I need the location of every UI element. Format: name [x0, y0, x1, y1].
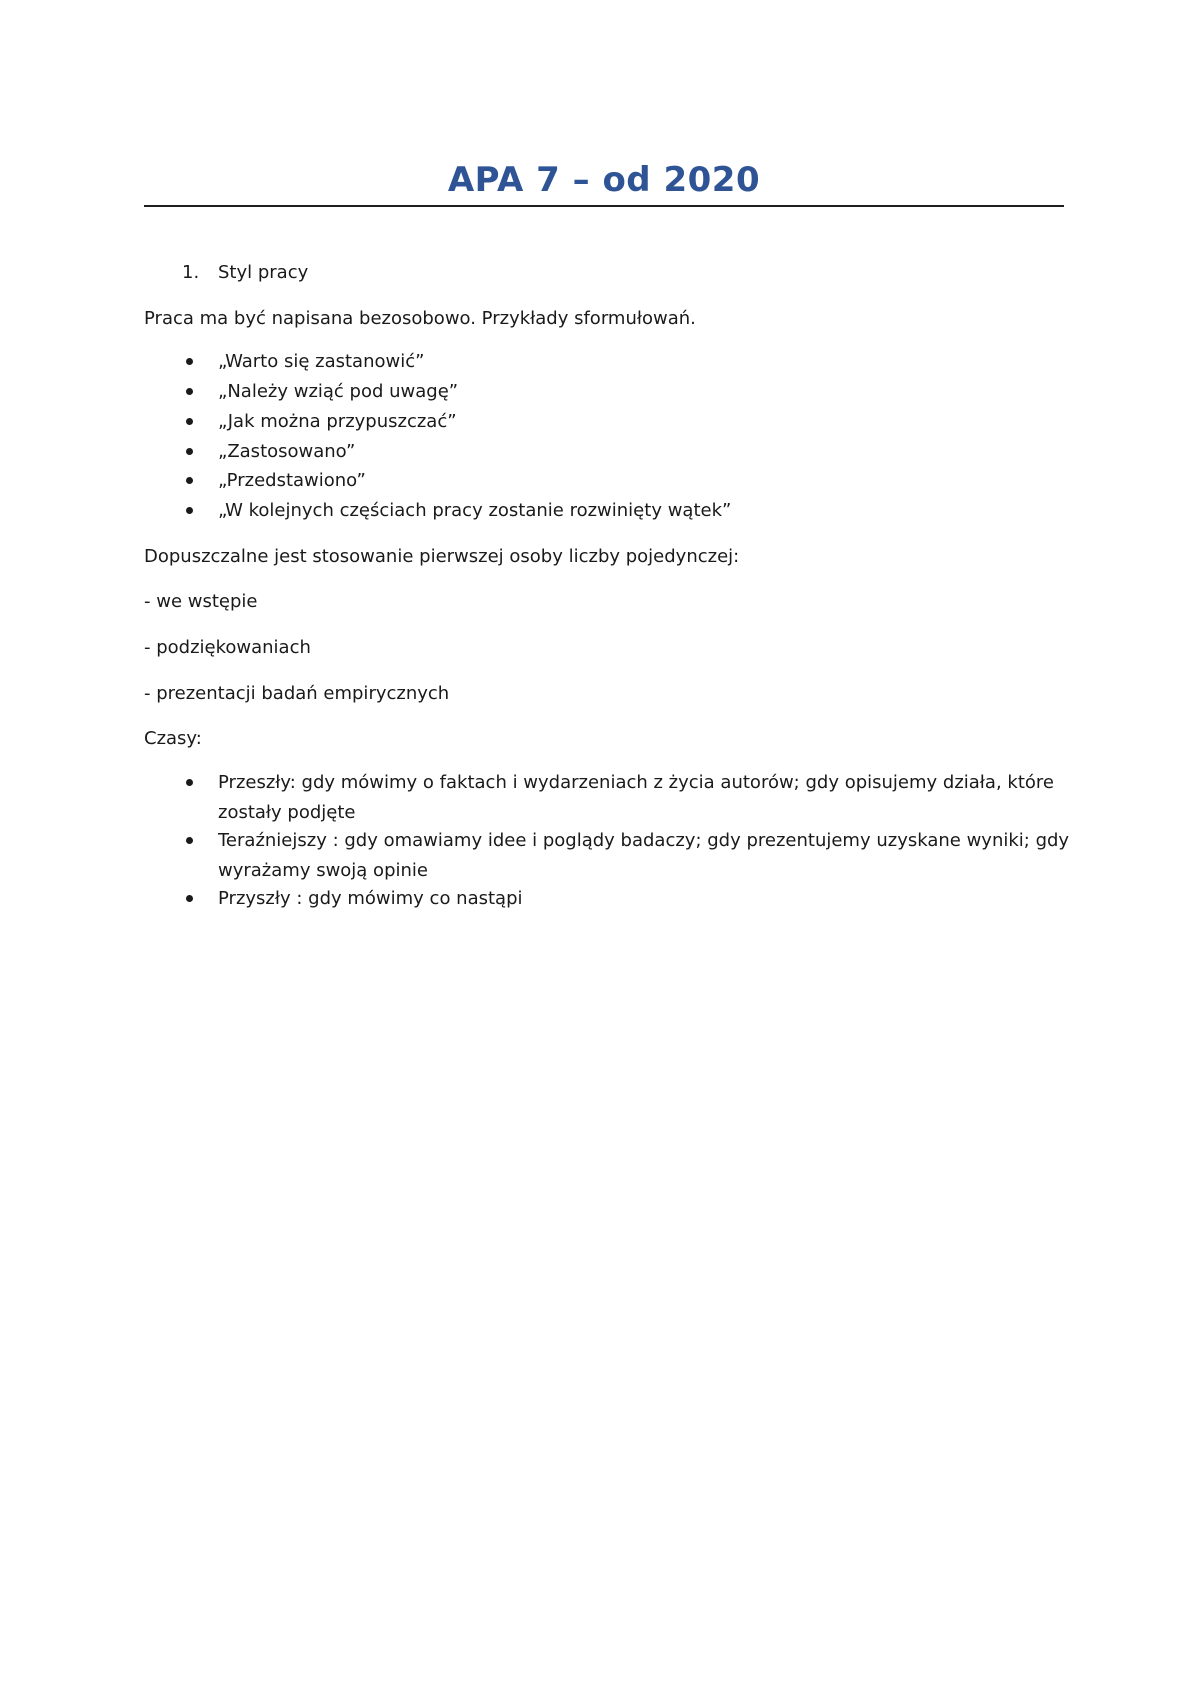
bullet-marker: [186, 358, 193, 365]
first-person-item: - we wstępie: [144, 591, 258, 612]
page-title: APA 7 – od 2020: [447, 160, 761, 200]
example-item: „W kolejnych częściach pracy zostanie rozwinięty wątek”: [218, 500, 732, 521]
bullet-marker: [186, 837, 193, 844]
tense-item-line: Teraźniejszy : gdy omawiamy idee i poglądy badaczy; gdy prezentujemy uzyskane wyniki; gdy: [218, 830, 1070, 851]
bullet-marker: [186, 448, 193, 455]
example-item: „Należy wziąć pod uwagę”: [218, 381, 459, 402]
first-person-paragraph: Dopuszczalne jest stosowanie pierwszej osoby liczby pojedynczej:: [144, 546, 740, 567]
example-item: „Warto się zastanowić”: [218, 351, 425, 372]
first-person-item: - podziękowaniach: [144, 637, 311, 658]
example-item: „Przedstawiono”: [218, 470, 366, 491]
bullet-marker: [186, 418, 193, 425]
tense-item-line: Przyszły : gdy mówimy co nastąpi: [218, 888, 523, 909]
intro-paragraph: Praca ma być napisana bezosobowo. Przykłady sformułowań.: [144, 308, 696, 329]
bullet-marker: [186, 507, 193, 514]
first-person-item: - prezentacji badań empirycznych: [144, 683, 450, 704]
bullet-marker: [186, 388, 193, 395]
tense-item-line: Przeszły: gdy mówimy o faktach i wydarzeniach z życia autorów; gdy opisujemy działa, które: [218, 772, 1054, 793]
example-item: „Zastosowano”: [218, 441, 356, 462]
section-heading: Styl pracy: [218, 262, 309, 283]
tense-item-line: wyrażamy swoją opinie: [218, 860, 428, 881]
bullet-marker: [186, 895, 193, 902]
bullet-marker: [186, 477, 193, 484]
tense-item-line: zostały podjęte: [218, 802, 356, 823]
title-underline: [144, 205, 1064, 207]
section-number: 1.: [182, 262, 200, 283]
tenses-heading: Czasy:: [144, 728, 202, 749]
bullet-marker: [186, 779, 193, 786]
example-item: „Jak można przypuszczać”: [218, 411, 457, 432]
